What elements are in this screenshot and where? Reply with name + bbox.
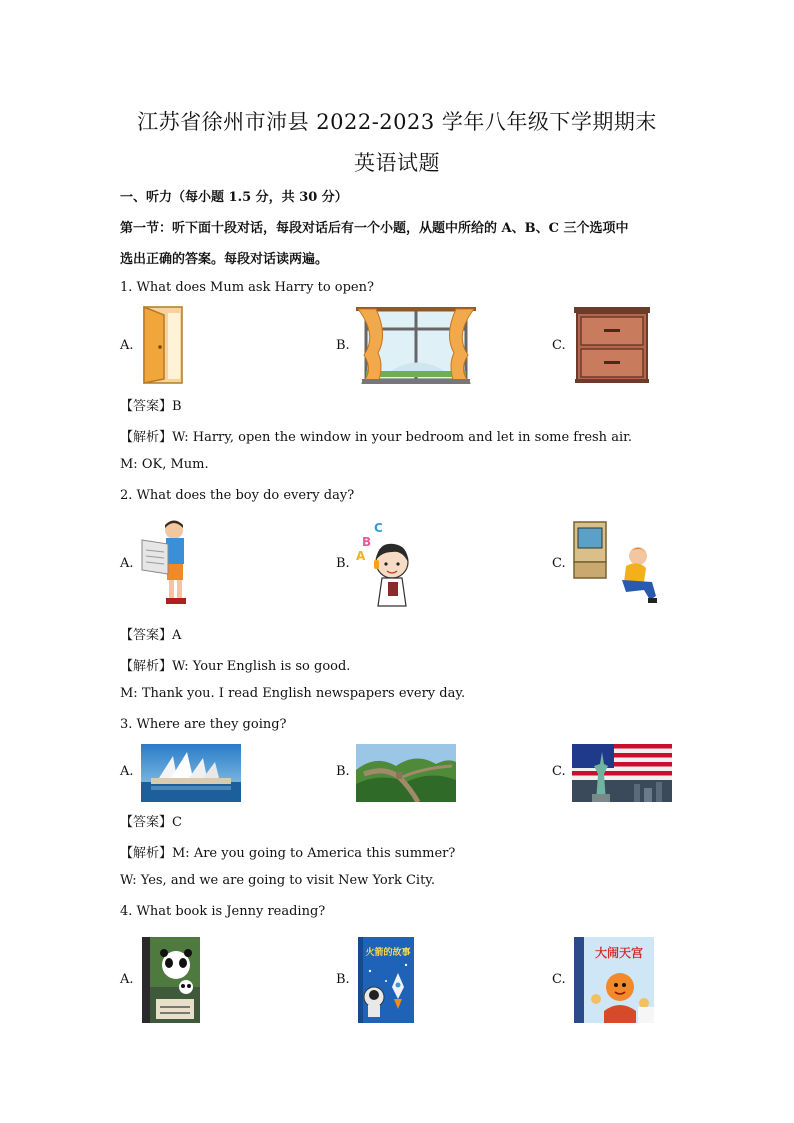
q3-answer: 【答案】C xyxy=(120,815,182,830)
exam-title: 江苏省徐州市沛县 2022-2023 学年八年级下学期期末 xyxy=(137,110,657,134)
q4-question: 4. What book is Jenny reading? xyxy=(120,904,326,919)
window-image xyxy=(356,305,476,385)
sydney-opera-house-image xyxy=(141,744,241,802)
boy-watching-tv-image xyxy=(572,520,658,608)
q3-question: 3. Where are they going? xyxy=(120,717,287,732)
q2-option-c-label: C. xyxy=(552,556,566,571)
q1-option-c-label: C. xyxy=(552,338,566,353)
exam-subtitle: 英语试题 xyxy=(354,151,440,175)
drawer-cabinet-image xyxy=(572,305,652,385)
q3-analysis-line-2: W: Yes, and we are going to visit New York City. xyxy=(120,873,436,888)
instructions-line-1: 第一节：听下面十段对话，每段对话后有一个小题，从题中所给的 A、B、C 三个选项中 xyxy=(120,221,629,236)
q2-answer: 【答案】A xyxy=(120,628,182,643)
q1-analysis-line-1: 【解析】W: Harry, open the window in your bedroom and let in some fresh air. xyxy=(120,430,633,445)
section-heading: 一、听力（每小题 1.5 分，共 30 分） xyxy=(120,190,348,205)
q1-answer: 【答案】B xyxy=(120,399,182,414)
statue-of-liberty-image xyxy=(572,744,672,802)
svg-text:A: A xyxy=(356,549,366,563)
svg-text:B: B xyxy=(362,535,372,549)
rocket-book-image xyxy=(358,937,414,1023)
q2-option-b-label: B. xyxy=(336,556,350,571)
q2-question: 2. What does the boy do every day? xyxy=(120,488,355,503)
book-b-title: 火箭的故事 xyxy=(365,948,411,958)
q3-option-b-label: B. xyxy=(336,764,350,779)
q4-option-a-label: A. xyxy=(120,972,134,987)
q1-option-b-label: B. xyxy=(336,338,350,353)
instructions-line-2: 选出正确的答案。每段对话读两遍。 xyxy=(120,252,329,267)
q2-analysis-line-1: 【解析】W: Your English is so good. xyxy=(120,659,351,674)
q3-analysis-line-1: 【解析】M: Are you going to America this summer? xyxy=(120,846,456,861)
door-image xyxy=(140,305,186,385)
book-c-title: 大闹天宫 xyxy=(594,946,644,960)
q2-analysis-line-2: M: Thank you. I read English newspapers every day. xyxy=(120,686,466,701)
panda-book-image xyxy=(142,937,202,1023)
great-wall-image xyxy=(356,744,456,802)
q4-option-c-label: C. xyxy=(552,972,566,987)
q1-option-a-label: A. xyxy=(120,338,134,353)
q1-question: 1. What does Mum ask Harry to open? xyxy=(120,280,374,295)
girl-listening-image xyxy=(356,520,416,608)
q3-option-a-label: A. xyxy=(120,764,134,779)
q3-option-c-label: C. xyxy=(552,764,566,779)
boy-reading-newspaper-image xyxy=(140,520,200,608)
q4-option-b-label: B. xyxy=(336,972,350,987)
q2-option-a-label: A. xyxy=(120,556,134,571)
q1-analysis-line-2: M: OK, Mum. xyxy=(120,457,209,472)
havoc-in-heaven-book-image xyxy=(574,937,654,1023)
svg-text:C: C xyxy=(374,521,383,535)
